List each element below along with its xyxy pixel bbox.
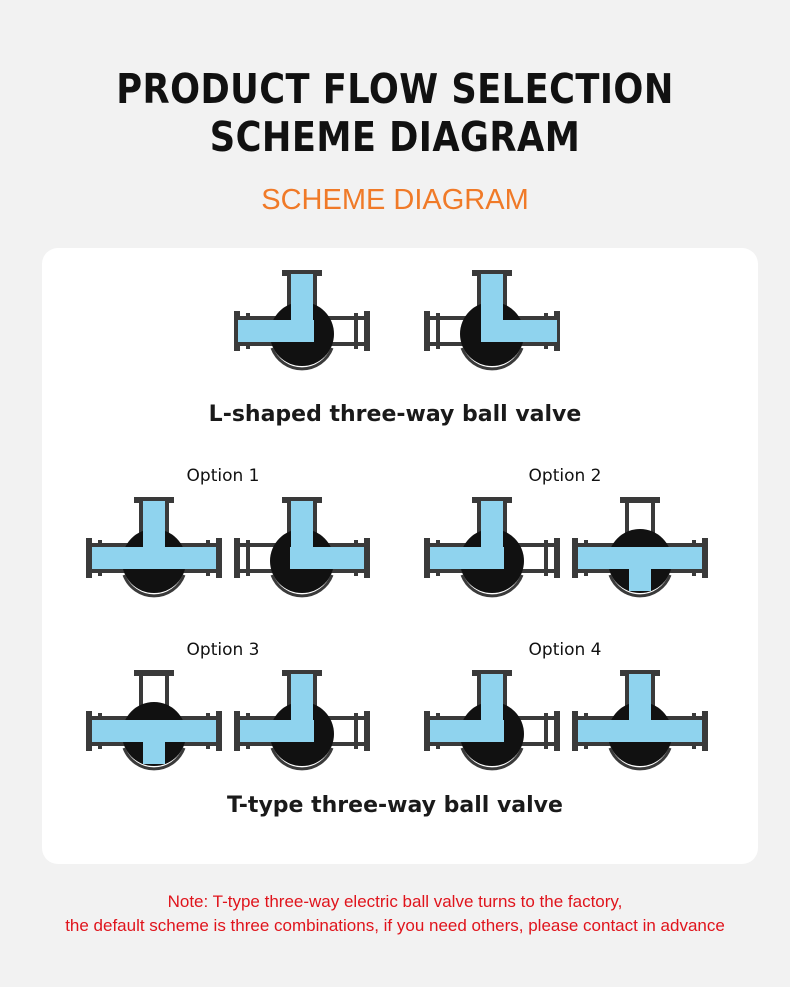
note-line-2: the default scheme is three combinations, if you need others, please contact in advance bbox=[65, 916, 725, 935]
page-title-line1: PRODUCT FLOW SELECTION bbox=[116, 65, 674, 113]
option-3-label: Option 3 bbox=[186, 640, 260, 660]
l-valve-label: L-shaped three-way ball valve bbox=[208, 402, 582, 427]
option-1-label: Option 1 bbox=[186, 466, 260, 486]
option-3-valve-b bbox=[232, 668, 372, 778]
option-4-valve-b bbox=[570, 668, 710, 778]
option-1-valve-a bbox=[84, 495, 224, 605]
option-2-valve-a bbox=[422, 495, 562, 605]
page-subtitle: SCHEME DIAGRAM bbox=[261, 184, 529, 216]
t-valve-label: T-type three-way ball valve bbox=[227, 793, 563, 818]
page-title-line2: SCHEME DIAGRAM bbox=[209, 113, 581, 161]
option-2-label: Option 2 bbox=[528, 466, 602, 486]
option-2-valve-b bbox=[570, 495, 710, 605]
note-line-1: Note: T-type three-way electric ball valve turns to the factory, bbox=[167, 892, 623, 911]
option-3-valve-a bbox=[84, 668, 224, 778]
l-valve-diagram-right bbox=[422, 268, 562, 378]
option-4-label: Option 4 bbox=[528, 640, 602, 660]
option-1-valve-b bbox=[232, 495, 372, 605]
l-valve-diagram-left bbox=[232, 268, 372, 378]
option-4-valve-a bbox=[422, 668, 562, 778]
